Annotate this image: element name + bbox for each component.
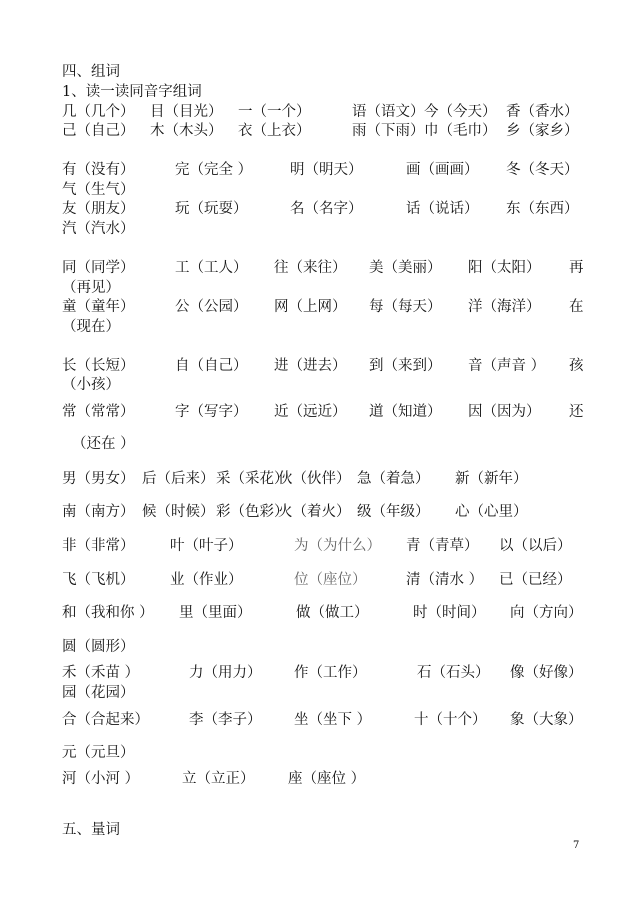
- word-entry: 东（东西）: [506, 201, 579, 217]
- word-row: [62, 160, 592, 180]
- word-entry: 男（男女）: [62, 471, 135, 487]
- word-entry: 长（长短）: [62, 358, 135, 374]
- word-entry: 自（自己）: [175, 358, 248, 374]
- word-entry: 心（心里）: [455, 504, 528, 520]
- word-row: [62, 102, 592, 122]
- word-entry: 火（着火）: [278, 504, 351, 520]
- word-entry: 公（公园）: [175, 299, 248, 315]
- word-entry: 合（合起来）: [62, 712, 149, 728]
- word-entry: 明（明天）: [290, 162, 363, 178]
- word-entry: 气（生气）: [62, 182, 135, 198]
- word-entry: 阳（太阳）: [468, 260, 541, 276]
- word-entry: 清（清水 ）: [406, 572, 484, 588]
- word-entry: 力（用力）: [189, 665, 262, 681]
- word-row: [62, 434, 592, 454]
- word-row: [62, 121, 592, 141]
- word-entry: 新（新年）: [455, 471, 528, 487]
- word-entry: 向（方向）: [510, 605, 583, 621]
- word-entry: （现在）: [62, 319, 120, 335]
- word-entry: 和（我和你 ）: [62, 605, 154, 621]
- word-entry: 同（同学）: [62, 260, 135, 276]
- word-row: [62, 536, 592, 556]
- word-entry: 完（完全 ）: [175, 162, 253, 178]
- word-row: [62, 297, 592, 317]
- word-entry: 里（里面）: [179, 605, 252, 621]
- word-row: [62, 502, 592, 522]
- word-entry: 园（花园）: [62, 685, 135, 701]
- word-entry: 童（童年）: [62, 299, 135, 315]
- word-entry: 非（非常）: [62, 538, 135, 554]
- page-number: 7: [573, 840, 580, 851]
- word-entry: 友（朋友）: [62, 201, 135, 217]
- word-entry: （小孩）: [62, 377, 120, 393]
- word-entry: 字（写字）: [175, 404, 248, 420]
- word-entry: （再见）: [62, 280, 120, 296]
- word-entry: 语（语文）: [352, 104, 425, 120]
- word-entry: 到（来到）: [369, 358, 442, 374]
- word-entry: 衣（上衣）: [238, 123, 311, 139]
- word-row: [62, 258, 592, 278]
- word-row: [62, 199, 592, 219]
- word-entry: 美（美丽）: [369, 260, 442, 276]
- word-row: [62, 603, 592, 623]
- word-entry: 业（作业）: [170, 572, 243, 588]
- word-entry: 十（十个）: [414, 712, 487, 728]
- word-entry: 因（因为）: [468, 404, 541, 420]
- word-row: [62, 469, 592, 489]
- word-entry: 做（做工）: [296, 605, 369, 621]
- word-entry: 孩: [569, 358, 584, 374]
- section-4-title: 四、组词: [62, 64, 120, 80]
- word-row: [62, 375, 592, 395]
- word-entry: 往（来往）: [274, 260, 347, 276]
- word-entry: 时（时间）: [413, 605, 486, 621]
- word-entry: 常（常常）: [62, 404, 135, 420]
- word-entry: 道（知道）: [369, 404, 442, 420]
- word-entry: 坐（坐下 ）: [294, 712, 372, 728]
- word-entry: 伙（伙伴）: [278, 471, 351, 487]
- word-entry: 后（后来）: [142, 471, 215, 487]
- word-entry: 工（工人）: [175, 260, 248, 276]
- word-entry: 近（远近）: [274, 404, 347, 420]
- word-entry: 己（自己）: [62, 123, 135, 139]
- word-entry: 木（木头）: [150, 123, 223, 139]
- word-entry: 冬（冬天）: [506, 162, 579, 178]
- word-entry: 飞（飞机）: [62, 572, 135, 588]
- word-row: [62, 743, 592, 763]
- word-entry: 一（一个）: [238, 104, 311, 120]
- word-row: [62, 317, 592, 337]
- word-entry: 音（声音 ）: [468, 358, 546, 374]
- word-entry: 立（立正）: [182, 771, 255, 787]
- word-entry: 话（说话）: [406, 201, 479, 217]
- word-entry: 洋（海洋）: [468, 299, 541, 315]
- word-row: [62, 278, 592, 298]
- word-row: [62, 356, 592, 376]
- word-entry: 石（石头）: [417, 665, 490, 681]
- word-row: [62, 570, 592, 590]
- word-row: [62, 402, 592, 422]
- word-entry: 还: [569, 404, 584, 420]
- word-entry: 圆（圆形）: [62, 639, 135, 655]
- word-row: [62, 710, 592, 730]
- word-entry: 采（采花）: [216, 471, 289, 487]
- word-entry: 为（为什么）: [294, 538, 381, 554]
- word-entry: 网（上网）: [274, 299, 347, 315]
- word-entry: 叶（叶子）: [170, 538, 243, 554]
- word-row: [62, 663, 592, 683]
- exercise-subtitle: 1、读一读同音字组词: [62, 84, 202, 100]
- word-entry: 禾（禾苗 ）: [62, 665, 140, 681]
- word-entry: 每（每天）: [369, 299, 442, 315]
- word-entry: 进（进去）: [274, 358, 347, 374]
- word-entry: 目（目光）: [150, 104, 223, 120]
- word-entry: 以（以后）: [499, 538, 572, 554]
- word-entry: 汽（汽水）: [62, 221, 135, 237]
- word-row: [62, 180, 592, 200]
- word-entry: 元（元旦）: [62, 745, 135, 761]
- word-entry: 已（已经）: [499, 572, 572, 588]
- section-5-title: 五、量词: [62, 822, 120, 838]
- word-entry: 再: [569, 260, 584, 276]
- word-entry: 青（青草）: [406, 538, 479, 554]
- word-row: [62, 769, 592, 789]
- word-entry: 名（名字）: [290, 201, 363, 217]
- word-entry: 香（香水）: [506, 104, 579, 120]
- word-row: [62, 219, 592, 239]
- word-entry: 座（座位 ）: [288, 771, 366, 787]
- word-entry: 乡（家乡）: [506, 123, 579, 139]
- word-row: [62, 683, 592, 703]
- word-entry: 南（南方）: [62, 504, 135, 520]
- word-entry: 象（大象）: [510, 712, 583, 728]
- word-entry: 像（好像）: [510, 665, 583, 681]
- word-entry: 今（今天）: [424, 104, 497, 120]
- word-entry: （还在 ）: [72, 436, 135, 452]
- word-entry: 雨（下雨）: [352, 123, 425, 139]
- word-entry: 候（时候）: [142, 504, 215, 520]
- word-entry: 级（年级）: [357, 504, 430, 520]
- word-entry: 急（着急）: [357, 471, 430, 487]
- word-row: [62, 637, 592, 657]
- word-entry: 在: [569, 299, 584, 315]
- word-entry: 李（李子）: [189, 712, 262, 728]
- word-entry: 几（几个）: [62, 104, 135, 120]
- word-entry: 位（座位）: [294, 572, 367, 588]
- word-entry: 河（小河 ）: [62, 771, 140, 787]
- word-entry: 画（画画）: [406, 162, 479, 178]
- word-entry: 巾（毛巾）: [424, 123, 497, 139]
- word-entry: 玩（玩耍）: [175, 201, 248, 217]
- word-entry: 作（工作）: [294, 665, 367, 681]
- word-entry: 有（没有）: [62, 162, 135, 178]
- word-entry: 彩（色彩）: [216, 504, 289, 520]
